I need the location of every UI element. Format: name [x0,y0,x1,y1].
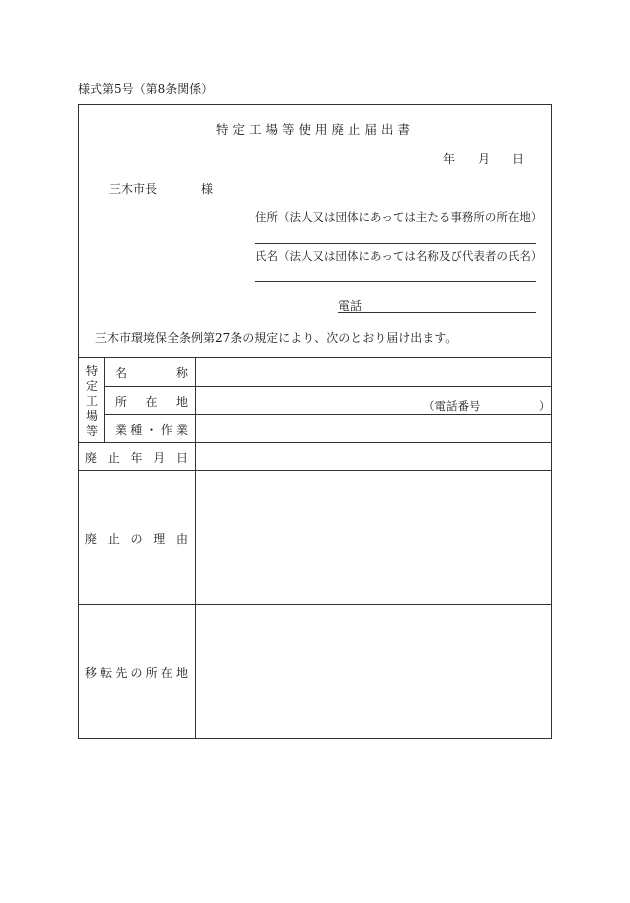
group-divider [104,357,105,442]
factory-location-label: 所 在 地 [115,395,188,409]
factory-location-field[interactable] [196,387,551,414]
phone-line[interactable] [338,312,536,313]
relocation-address-label: 移 転 先 の 所 在 地 [85,666,188,680]
name-label: 氏名（法人又は団体にあっては名称及び代表者の氏名） [255,249,543,263]
name-line[interactable] [255,281,536,282]
phone-label: 電話 [338,299,363,313]
relocation-address-field[interactable] [196,605,551,738]
industry-field[interactable] [196,415,551,442]
date-year-label: 年 [443,152,456,166]
addressee-honorific: 様 [201,182,214,196]
abolition-reason-label: 廃 止 の 理 由 [85,532,188,546]
factory-phone-paren-close: ） [539,399,551,413]
abolition-date-field[interactable] [196,443,551,470]
statement-text: 三木市環境保全条例第27条の規定により、次のとおり届け出ます。 [95,331,458,345]
factory-name-field[interactable] [196,358,551,386]
factory-phone-paren-open: （電話番号 [423,399,481,413]
form-number: 様式第5号（第8条関係） [78,82,214,96]
factory-name-label: 名 称 [115,366,188,380]
specific-factory-group-label: 特 定 工 場 等 [85,364,98,438]
abolition-date-label: 廃 止 年 月 日 [85,451,188,465]
addressee-name: 三木市長 [109,182,158,196]
address-line[interactable] [255,243,536,244]
date-month-label: 月 [478,152,491,166]
date-day-label: 日 [512,152,525,166]
industry-label: 業 種 ・ 作 業 [115,423,188,437]
abolition-reason-field[interactable] [196,471,551,604]
form-title: 特定工場等使用廃止届出書 [215,122,414,137]
address-label: 住所（法人又は団体にあっては主たる事務所の所在地） [255,210,543,224]
